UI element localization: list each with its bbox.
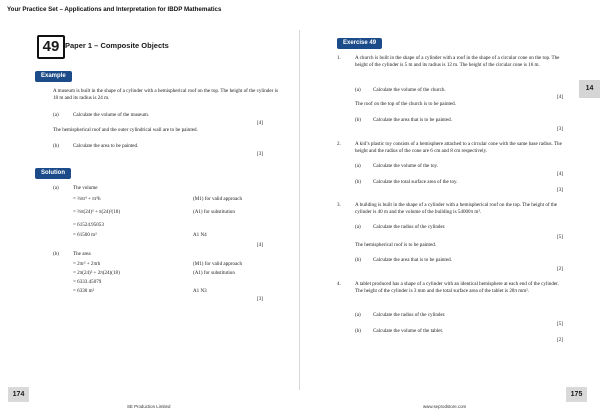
- part-text: Calculate the area that is to be painted.: [373, 117, 452, 123]
- part-text: Calculate the radius of the cylinder.: [373, 224, 446, 230]
- solution-line: = 61500 m³: [73, 232, 97, 238]
- solution-tag: Solution: [35, 168, 71, 179]
- question-number: 3.: [337, 202, 341, 208]
- part-text: Calculate the area that is to be painted.: [373, 257, 452, 263]
- solution-note: (A1) for substitution: [193, 209, 235, 215]
- solution-a-heading: The volume: [73, 185, 98, 191]
- solution-line: = 2πr² + 2πrh: [73, 261, 101, 267]
- solution-note: (A1) for substitution: [193, 270, 235, 276]
- part-text: Calculate the radius of the cylinder.: [373, 312, 446, 318]
- solution-line: = 61524.95053: [73, 222, 104, 228]
- example-note: The hemispherical roof and the outer cylindrical wall are to be painted.: [53, 127, 198, 133]
- part-label: (b): [355, 179, 361, 185]
- part-marks: [3]: [557, 126, 563, 132]
- example-b-label: (b): [53, 143, 59, 149]
- solution-line: = 2π(24)² + 2π(24)(18): [73, 270, 120, 276]
- example-b-text: Calculate the area to be painted.: [73, 143, 139, 149]
- part-marks: [4]: [557, 94, 563, 100]
- solution-line: = ⅔π(24)³ + π(24)²(18): [73, 209, 121, 215]
- question-number: 4.: [337, 281, 341, 287]
- page-number-left: 174: [8, 387, 29, 402]
- solution-line: = 6333.45079: [73, 279, 102, 285]
- solution-note: A1 N4: [193, 232, 207, 238]
- exercise-tag: Exercise 49: [337, 38, 382, 49]
- part-marks: [5]: [557, 234, 563, 240]
- part-marks: [4]: [557, 171, 563, 177]
- part-text: Calculate the volume of the toy.: [373, 163, 439, 169]
- solution-b-heading: The area: [73, 251, 91, 257]
- page-number-right: 175: [566, 387, 587, 402]
- solution-note: (M1) for valid approach: [193, 196, 243, 202]
- example-a-label: (a): [53, 112, 59, 118]
- example-intro: A museum is built in the shape of a cylinder with a hemispherical roof on the top. The height of the cylinder is 18 m and its radius is 24 m.: [53, 88, 278, 101]
- part-marks: [3]: [557, 187, 563, 193]
- solution-line: = 6330 m²: [73, 288, 95, 294]
- part-marks: [2]: [557, 337, 563, 343]
- page-divider: [299, 30, 300, 390]
- footer-left: SE Production Limited: [127, 404, 171, 409]
- part-text: Calculate the total surface area of the toy.: [373, 179, 458, 185]
- part-label: (a): [355, 224, 361, 230]
- part-label: (b): [355, 328, 361, 334]
- question-note: The roof on the top of the church is to be painted.: [355, 101, 456, 107]
- question-number: 1.: [337, 55, 341, 61]
- part-label: (a): [355, 87, 361, 93]
- part-text: Calculate the volume of the tablet.: [373, 328, 444, 334]
- solution-b-marks: [3]: [257, 296, 263, 302]
- question-number: 2.: [337, 141, 341, 147]
- solution-note: A1 N3: [193, 288, 207, 294]
- question-note: The hemispherical roof is to be painted.: [355, 242, 437, 248]
- chapter-title: Paper 1 – Composite Objects: [65, 41, 169, 50]
- question-text: A building is built in the shape of a cylinder with a hemispherical roof on the top. The height of the cylinder is 40 m and the volume of the building is 54000π m³.: [355, 202, 558, 215]
- part-label: (a): [355, 312, 361, 318]
- solution-a-marks: [4]: [257, 242, 263, 248]
- question-text: A kid’s plastic toy consists of a hemisphere attached to a circular cone with the same base radius. The height and the radius of the cone are 6 cm and 8 cm respectively.: [355, 141, 562, 154]
- solution-note: (M1) for valid approach: [193, 261, 243, 267]
- part-marks: [2]: [557, 266, 563, 272]
- question-text: A church is built in the shape of a cylinder with a roof in the shape of a circular cone on the top. The height of the cylinder is 5 m and its radius is 12 m. The height of the circular cone is 16 m.: [355, 55, 560, 68]
- question-text: A tablet produced has a shape of a cylinder with an identical hemisphere at each end of the cylinder. The height of the cylinder is 3 mm and the total surface area of the tablet is 28π mm².: [355, 281, 559, 294]
- solution-b-label: (b): [53, 251, 59, 257]
- example-tag: Example: [35, 71, 72, 82]
- example-a-marks: [4]: [257, 120, 263, 126]
- chapter-number: 49: [37, 35, 65, 59]
- chapter-side-tab: 14: [579, 80, 600, 98]
- example-b-marks: [3]: [257, 151, 263, 157]
- part-text: Calculate the volume of the church.: [373, 87, 446, 93]
- part-marks: [5]: [557, 321, 563, 327]
- part-label: (b): [355, 257, 361, 263]
- footer-right: www.seprodstore.com: [423, 404, 467, 409]
- part-label: (a): [355, 163, 361, 169]
- book-title: Your Practice Set – Applications and Interpretation for IBDP Mathematics: [7, 6, 222, 13]
- solution-line: = ⅔πr³ + πr²h: [73, 196, 101, 202]
- solution-a-label: (a): [53, 185, 59, 191]
- part-label: (b): [355, 117, 361, 123]
- example-a-text: Calculate the volume of the museum.: [73, 112, 150, 118]
